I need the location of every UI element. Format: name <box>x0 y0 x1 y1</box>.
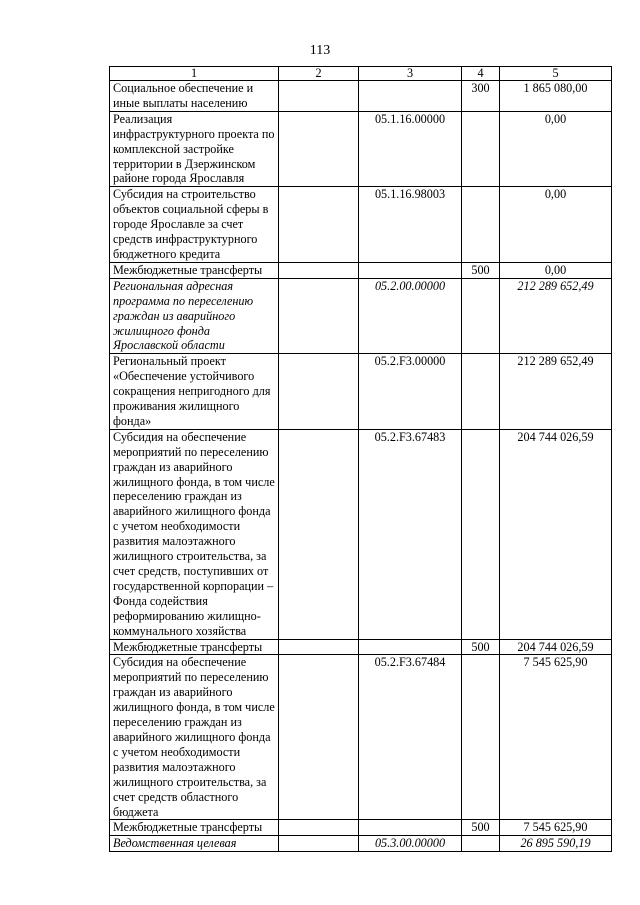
row-type-cell: 500 <box>462 820 500 836</box>
table-row <box>110 81 612 112</box>
table-row <box>110 278 612 354</box>
row-name-cell: Реализация инфраструктурного проекта по комплексной застройке территории в Дзержинском районе города Ярославля <box>110 111 279 187</box>
row-name-cell: Социальное обеспечение и иные выплаты населению <box>110 81 279 112</box>
row-code-cell <box>359 820 462 836</box>
header-cell-4: 4 <box>462 67 500 81</box>
row-name-cell: Субсидия на строительство объектов социальной сферы в городе Ярославле за счет средств инфраструктурного бюджетного кредита <box>110 187 279 263</box>
row-amount-cell: 204 744 026,59 <box>500 639 612 655</box>
row-col2-cell <box>279 111 359 187</box>
table-row <box>110 354 612 430</box>
budget-table <box>109 66 612 852</box>
table-row <box>110 836 612 852</box>
row-code-cell: 05.2.00.00000 <box>359 278 462 354</box>
table-header-row <box>110 67 612 81</box>
row-col2-cell <box>279 81 359 112</box>
row-type-cell <box>462 111 500 187</box>
row-col2-cell <box>279 639 359 655</box>
row-type-cell: 300 <box>462 81 500 112</box>
row-code-cell: 05.1.16.00000 <box>359 111 462 187</box>
table-row <box>110 820 612 836</box>
row-amount-cell: 204 744 026,59 <box>500 429 612 639</box>
row-name-cell: Межбюджетные трансферты <box>110 820 279 836</box>
row-amount-cell: 7 545 625,90 <box>500 655 612 820</box>
row-code-cell <box>359 81 462 112</box>
row-col2-cell <box>279 278 359 354</box>
row-code-cell <box>359 639 462 655</box>
table-row <box>110 187 612 263</box>
header-cell-5: 5 <box>500 67 612 81</box>
row-name-cell: Межбюджетные трансферты <box>110 262 279 278</box>
row-amount-cell: 1 865 080,00 <box>500 81 612 112</box>
row-code-cell <box>359 262 462 278</box>
table-row <box>110 429 612 639</box>
header-cell-1: 1 <box>110 67 279 81</box>
table-row <box>110 655 612 820</box>
table-row <box>110 262 612 278</box>
row-amount-cell: 212 289 652,49 <box>500 354 612 430</box>
row-name-cell: Региональный проект «Обеспечение устойчивого сокращения непригодного для проживания жилищного фонда» <box>110 354 279 430</box>
row-name-cell: Субсидия на обеспечение мероприятий по переселению граждан из аварийного жилищного фонда, в том числе переселению граждан из аварийного жилищного фонда с учетом необходимости развития малоэтажного жилищного строительства, за счет средств областного бюджета <box>110 655 279 820</box>
row-code-cell: 05.1.16.98003 <box>359 187 462 263</box>
row-code-cell: 05.2.F3.00000 <box>359 354 462 430</box>
row-type-cell <box>462 655 500 820</box>
row-name-cell: Региональная адресная программа по переселению граждан из аварийного жилищного фонда Ярославской области <box>110 278 279 354</box>
page-number: 113 <box>309 43 331 58</box>
row-type-cell <box>462 836 500 852</box>
row-amount-cell: 7 545 625,90 <box>500 820 612 836</box>
row-type-cell <box>462 429 500 639</box>
table-row <box>110 111 612 187</box>
row-type-cell: 500 <box>462 639 500 655</box>
row-amount-cell: 0,00 <box>500 111 612 187</box>
row-col2-cell <box>279 262 359 278</box>
table-row <box>110 639 612 655</box>
row-col2-cell <box>279 655 359 820</box>
row-name-cell: Межбюджетные трансферты <box>110 639 279 655</box>
row-col2-cell <box>279 354 359 430</box>
row-type-cell: 500 <box>462 262 500 278</box>
row-col2-cell <box>279 429 359 639</box>
row-type-cell <box>462 354 500 430</box>
row-code-cell: 05.3.00.00000 <box>359 836 462 852</box>
row-code-cell: 05.2.F3.67483 <box>359 429 462 639</box>
header-cell-3: 3 <box>359 67 462 81</box>
row-amount-cell: 26 895 590,19 <box>500 836 612 852</box>
row-amount-cell: 0,00 <box>500 262 612 278</box>
row-amount-cell: 212 289 652,49 <box>500 278 612 354</box>
row-col2-cell <box>279 836 359 852</box>
row-name-cell: Ведомственная целевая <box>110 836 279 852</box>
row-col2-cell <box>279 820 359 836</box>
row-type-cell <box>462 278 500 354</box>
row-col2-cell <box>279 187 359 263</box>
row-code-cell: 05.2.F3.67484 <box>359 655 462 820</box>
row-type-cell <box>462 187 500 263</box>
row-name-cell: Субсидия на обеспечение мероприятий по переселению граждан из аварийного жилищного фонда, в том числе переселению граждан из аварийного жилищного фонда с учетом необходимости развития малоэтажного жилищного строительства, за счет средств, поступивших от государственной корпорации – Фонда содействия реформированию жилищно-коммунального хозяйства <box>110 429 279 639</box>
row-amount-cell: 0,00 <box>500 187 612 263</box>
header-cell-2: 2 <box>279 67 359 81</box>
